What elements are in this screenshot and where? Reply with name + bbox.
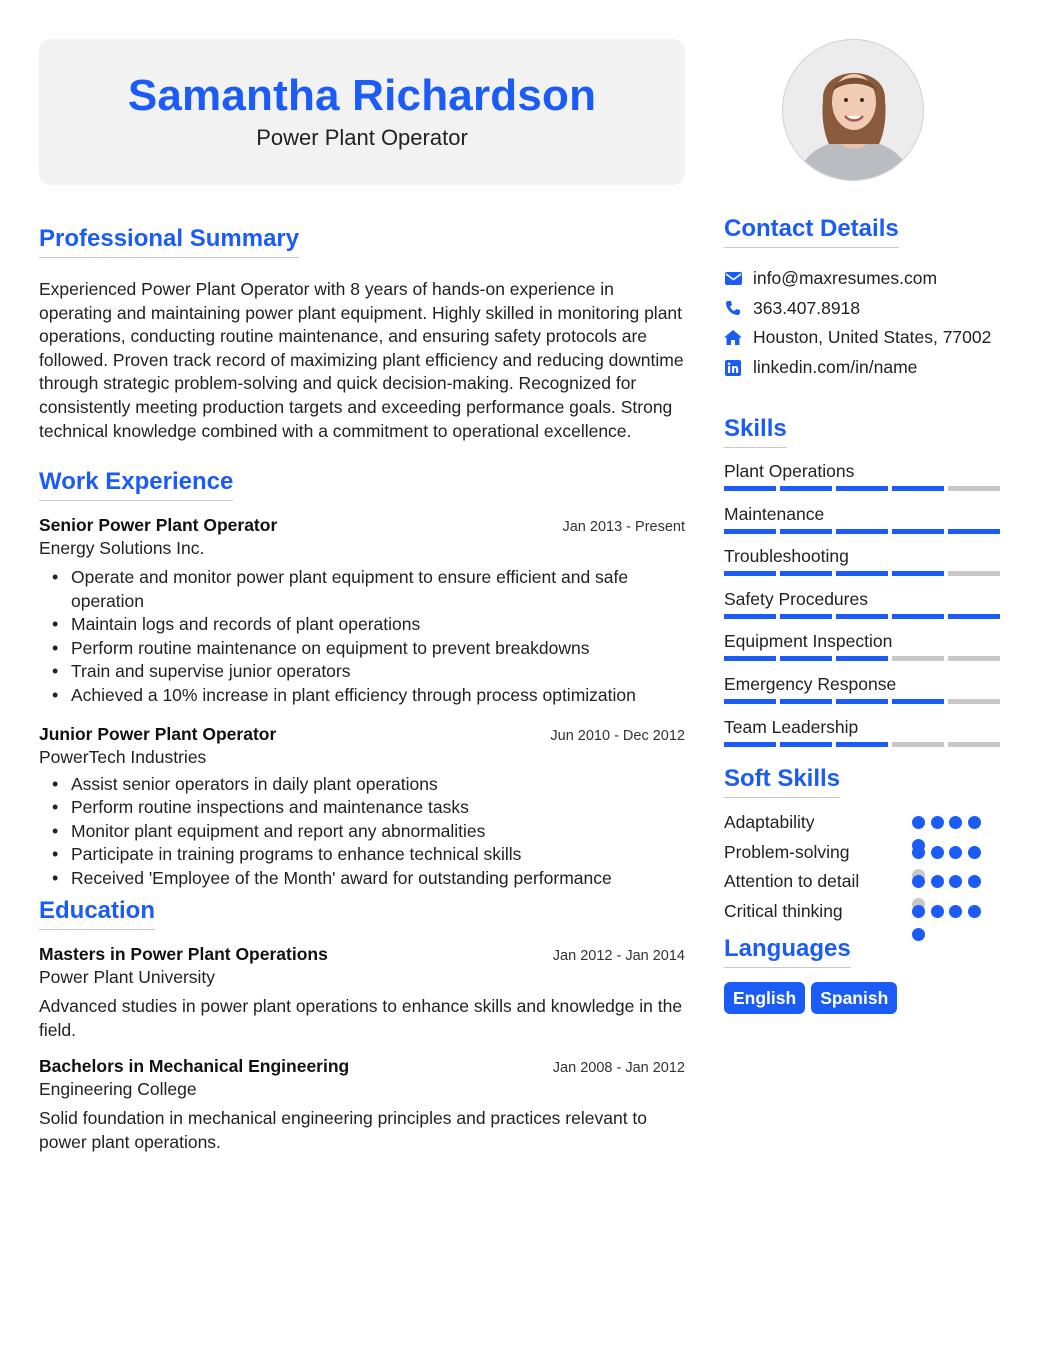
degree-date: Jan 2008 - Jan 2012 [552, 1060, 685, 1077]
skill-segment-filled [780, 656, 832, 661]
experience-section [39, 468, 685, 891]
skill-name: Maintenance [724, 503, 825, 524]
rating-dot-filled [949, 875, 962, 888]
skill-segment-filled [836, 571, 888, 576]
job-title: Senior Power Plant Operator [39, 515, 278, 535]
rating-dot-filled [968, 905, 981, 918]
skill-segment-filled [780, 742, 832, 747]
languages-heading: Languages [724, 935, 851, 968]
contact-heading: Contact Details [724, 215, 899, 248]
skill-name: Emergency Response [724, 673, 897, 694]
language-tags [724, 982, 1000, 1014]
skill-level-bar [724, 571, 1000, 576]
rating-dot-filled [931, 875, 944, 888]
skill-segment-empty [892, 656, 944, 661]
skill-segment-filled [724, 571, 776, 576]
profile-portrait-icon [783, 40, 924, 181]
header-card [39, 39, 685, 185]
education-section [39, 897, 685, 1154]
skill-segment-filled [836, 529, 888, 534]
summary-section [39, 225, 685, 443]
job-date: Jan 2013 - Present [562, 519, 685, 535]
skill-segment-filled [724, 699, 776, 704]
soft-skills-heading: Soft Skills [724, 765, 840, 798]
skill-segment-filled [780, 699, 832, 704]
job-date: Jun 2010 - Dec 2012 [550, 727, 685, 744]
soft-skill-name: Critical thinking [724, 901, 843, 922]
rating-dot-filled [912, 875, 925, 888]
contact-linkedin[interactable] [724, 353, 1000, 383]
skills-heading: Skills [724, 415, 787, 448]
rating-dot-filled [949, 846, 962, 859]
profile-photo [782, 39, 924, 181]
contact-phone-text: 363.407.8918 [753, 297, 861, 318]
skill-segment-empty [948, 742, 1000, 747]
skill-segment-filled [836, 656, 888, 661]
skill-segment-filled [892, 529, 944, 534]
soft-skill-item [724, 897, 1000, 927]
candidate-title: Power Plant Operator [256, 125, 468, 150]
skill-segment-filled [836, 486, 888, 491]
rating-dot-filled [968, 875, 981, 888]
skill-segment-filled [836, 699, 888, 704]
skill-segment-filled [724, 486, 776, 491]
job-bullet: • Perform routine inspections and maintenance tasks [39, 796, 685, 820]
contact-address [724, 323, 1000, 353]
education-entry [39, 944, 685, 1042]
linkedin-icon [724, 359, 742, 377]
job-bullet: • Achieved a 10% increase in plant efficiency through process optimization [39, 684, 685, 708]
rating-dot-filled [968, 816, 981, 829]
job-entry [39, 515, 685, 708]
contact-email-text: info@maxresumes.com [753, 268, 938, 289]
contact-linkedin-text: linkedin.com/in/name [753, 357, 918, 378]
rating-dot-filled [949, 905, 962, 918]
main-column [39, 39, 685, 1152]
rating-dot-filled [931, 846, 944, 859]
skill-segment-filled [780, 486, 832, 491]
skill-level-bar [724, 742, 1000, 747]
skill-name: Troubleshooting [724, 546, 849, 567]
skill-segment-filled [948, 529, 1000, 534]
rating-dot-filled [931, 816, 944, 829]
skill-segment-filled [892, 571, 944, 576]
job-bullet: • Monitor plant equipment and report any abnormalities [39, 820, 685, 844]
skill-item [724, 503, 1000, 546]
job-bullet: • Maintain logs and records of plant operations [39, 613, 685, 637]
skill-segment-filled [780, 571, 832, 576]
job-bullet: • Perform routine maintenance on equipment to prevent breakdowns [39, 637, 685, 661]
skill-segment-filled [892, 486, 944, 491]
summary-heading: Professional Summary [39, 225, 299, 258]
contact-section [724, 215, 1000, 382]
home-icon [724, 329, 742, 347]
skill-segment-empty [948, 699, 1000, 704]
rating-dot-filled [912, 905, 925, 918]
languages-section [724, 935, 1000, 1014]
skill-segment-filled [892, 699, 944, 704]
skill-level-bar [724, 656, 1000, 661]
degree-date: Jan 2012 - Jan 2014 [552, 948, 685, 964]
degree-description: Solid foundation in mechanical engineering principles and practices relevant to power plant operations. [39, 1108, 648, 1152]
education-entry [39, 1056, 685, 1154]
soft-skill-item [724, 867, 1000, 897]
summary-text: Experienced Power Plant Operator with 8 years of hands-on experience in operating and maintaining power plant equipment. Highly skilled in monitoring plant operations, conducting routine maintenance, and ensuring safety protocols are followed. Proven track record of maximizing plant efficiency and reducing downtime through strategic problem-solving and quick decision-making. Recognized for consistently meeting production targets and exceeding performance goals. Strong technical knowledge combined with a commitment to operational excellence. [39, 279, 684, 441]
skill-name: Team Leadership [724, 716, 859, 737]
skill-segment-filled [836, 614, 888, 619]
education-heading: Education [39, 897, 155, 930]
soft-skill-item [724, 838, 1000, 868]
contact-email[interactable] [724, 264, 1000, 294]
rating-dot-filled [968, 846, 981, 859]
skill-item [724, 673, 1000, 716]
skill-level-bar [724, 529, 1000, 534]
skill-item [724, 716, 1000, 759]
contact-phone[interactable] [724, 294, 1000, 324]
rating-dot-filled [912, 846, 925, 859]
skill-segment-filled [724, 529, 776, 534]
language-tag: English [724, 982, 805, 1014]
job-company: PowerTech Industries [39, 746, 207, 767]
skill-segment-filled [948, 614, 1000, 619]
envelope-icon [724, 270, 742, 288]
soft-skills-section [724, 765, 1000, 926]
job-bullet: • Operate and monitor power plant equipment to ensure efficient and safe operation [39, 566, 685, 613]
skill-segment-filled [780, 529, 832, 534]
soft-skill-item [724, 808, 1000, 838]
skill-segment-filled [892, 614, 944, 619]
skills-section [724, 415, 1000, 758]
skill-item [724, 460, 1000, 503]
skill-level-bar [724, 614, 1000, 619]
soft-skills-list [724, 808, 1000, 926]
contact-address-text: Houston, United States, 77002 [753, 327, 992, 348]
experience-heading: Work Experience [39, 468, 233, 501]
skill-segment-empty [948, 656, 1000, 661]
skill-item [724, 545, 1000, 588]
skill-segment-filled [780, 614, 832, 619]
skill-segment-filled [724, 614, 776, 619]
skill-segment-filled [724, 742, 776, 747]
rating-dot-filled [931, 905, 944, 918]
skill-segment-filled [724, 656, 776, 661]
skill-name: Plant Operations [724, 461, 855, 481]
soft-skill-name: Attention to detail [724, 871, 860, 892]
job-bullet: • Participate in training programs to enhance technical skills [39, 843, 685, 867]
school-name: Engineering College [39, 1079, 197, 1100]
degree-title: Bachelors in Mechanical Engineering [39, 1056, 350, 1077]
soft-skill-name: Adaptability [724, 812, 815, 833]
school-name: Power Plant University [39, 967, 216, 987]
skill-name: Equipment Inspection [724, 631, 893, 652]
skill-segment-empty [948, 486, 1000, 491]
phone-icon [724, 299, 742, 317]
soft-skill-name: Problem-solving [724, 841, 850, 862]
candidate-name: Samantha Richardson [127, 71, 597, 120]
skill-level-bar [724, 699, 1000, 704]
job-entry [39, 724, 685, 891]
skill-segment-empty [948, 571, 1000, 576]
skill-segment-empty [892, 742, 944, 747]
degree-description: Advanced studies in power plant operations to enhance skills and knowledge in the field. [39, 996, 683, 1040]
job-bullet: • Train and supervise junior operators [39, 660, 685, 684]
job-title: Junior Power Plant Operator [39, 723, 277, 744]
job-bullets [39, 773, 685, 891]
skill-item [724, 588, 1000, 631]
job-bullets [39, 566, 685, 708]
job-bullet: • Assist senior operators in daily plant operations [39, 773, 685, 797]
rating-dot-filled [912, 816, 925, 829]
skill-name: Safety Procedures [724, 588, 868, 609]
skill-level-bar [724, 486, 1000, 491]
skill-segment-filled [836, 742, 888, 747]
skill-item [724, 630, 1000, 673]
rating-dot-filled [949, 816, 962, 829]
skills-list [724, 460, 1000, 758]
degree-title: Masters in Power Plant Operations [39, 944, 328, 964]
language-tag: Spanish [811, 982, 897, 1014]
job-bullet: • Received 'Employee of the Month' award for outstanding performance [39, 867, 685, 891]
job-company: Energy Solutions Inc. [39, 538, 205, 558]
